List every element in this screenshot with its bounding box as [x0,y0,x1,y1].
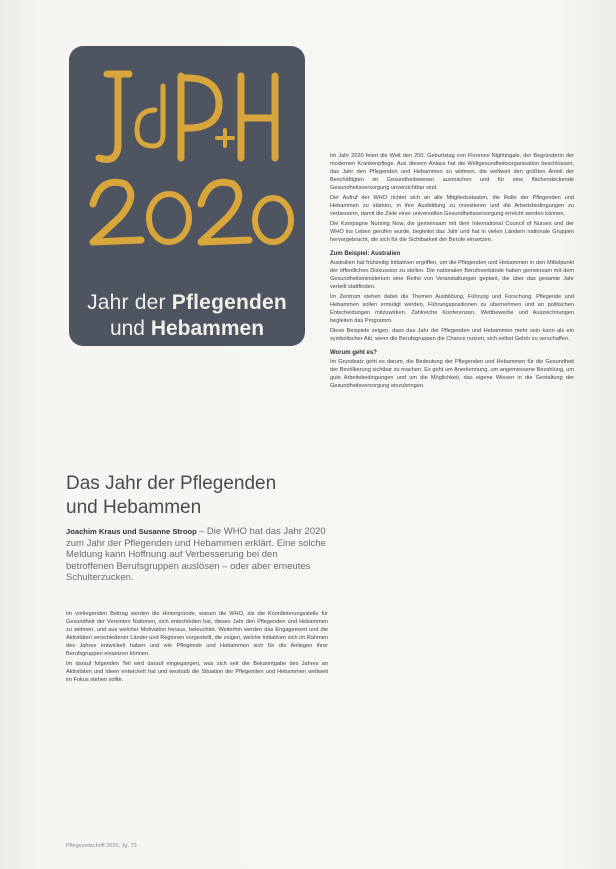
logo-der: der [128,291,172,314]
monogram-graphic [69,46,305,296]
left-paragraph: Im vorliegenden Beitrag werden die Hintergründe, warum die WHO, als die Koordinierungsstelle für Gesundheit der Vereinten Nationen, sich entschieden hat, dieses Jahr den Pflegenden und Hebammen zu widmen, und aus welcher Motivation heraus, beleuchtet. Weiterhin werden das Engagement und die Aktivitäten verschiedener Länder und Regionen vorgestellt, die zeigen, welche Initiativen sich im Rahmen des Jahres entwickelt haben und wie Pflegende und Hebammen sich für die Anliegen ihrer Berufsgruppen einsetzen können. [66,611,328,657]
logo-jahr: Jahr [87,291,129,314]
article-lead: Joachim Kraus und Susanne Stroop – Die WHO hat das Jahr 2020 zum Jahr der Pflegenden und Hebammen erklärt. Eine solche Meldung kann Hoffnung auf Verbesserung bei den betroffenen Berufsgruppen auslösen – oder aber erneutes Schulterzucken. [66,526,326,584]
logo-pflegenden: Pflegenden [171,291,287,314]
logo-tagline-line2 [69,316,305,342]
logo-tagline-line1 [69,290,305,316]
article-lead-text: Die WHO hat das Jahr 2020 zum Jahr der Pflegenden und Hebammen erklärt. Eine solche Meldung kann Hoffnung auf Verbesserung bei den betroffenen Berufsgruppen auslösen – oder aber erneutes Schulterzucken. [66,526,326,584]
logo-und: und [109,317,151,340]
logo-hebammen: Hebammen [150,317,265,340]
section-heading: Zum Beispiel: Australien [330,251,401,257]
article-title-line1: Das Jahr der Pflegenden [66,473,277,494]
article-title-line2: und Hebammen [66,497,202,518]
page-footer: Pflegezeitschrift 2020, Jg. 73 [66,843,137,849]
section-paragraph: Im Grundsatz geht es darum, die Bedeutung der Pflegenden und Hebammen für die Gesundheit der Bevölkerung sichtbar zu machen. Es geht um Anerkennung, um angemessene Bezahlung, um gute Arbeitsbedingungen und um die Möglichkeit, das eigene Wissen in die Gestaltung der Gesundheitsversorgung einzubringen. [330,359,574,389]
left-column [66,610,328,686]
right-column [330,152,574,392]
right-paragraph: Im Jahr 2020 feiert die Welt den 200. Geburtstag von Florence Nightingale, der Begründerin der modernen Krankenpflege. Aus diesem Anlass hat die Weltgesundheitsorganisation beschlossen, das Jahr den Pflegenden und Hebammen zu widmen, die weltweit den größten Anteil der Beschäftigten im Gesundheitswesen ausmachen und für eine flächendeckende Gesundheitsversorgung unverzichtbar sind. [330,153,574,191]
section-paragraph: Australien hat frühzeitig Initiativen ergriffen, um die Pflegenden und Hebammen in den Mittelpunkt der öffentlichen Diskussion zu stellen. Die nationalen Berufsverbände haben gemeinsam mit dem Gesundheitsministerium eine Reihe von Veranstaltungen geplant, die über das gesamte Jahr verteilt stattfinden. [330,260,574,290]
year-of-nurse-logo [69,46,305,346]
section-paragraph: Diese Beispiele zeigen, dass das Jahr der Pflegenden und Hebammen mehr sein kann als ein symbolischer Akt, wenn die Berufsgruppen die Chance nutzen, sich selbst Gehör zu verschaffen. [330,328,574,342]
right-paragraph: Die Kampagne Nursing Now, die gemeinsam mit dem International Council of Nurses und der WHO ins Leben gerufen wurde, begleitet das Jahr und hat in vielen Ländern nationale Gruppen hervorgebracht, die sich für die Sichtbarkeit der Berufe einsetzen. [330,221,574,243]
left-paragraph: Im darauf folgenden Teil wird darauf eingegangen, was sich seit der Bekanntgabe des Jahres an Aktivitäten und Ideen entwickelt hat und weshalb die Situation der Pflegenden und Hebammen weltweit im Fokus stehen sollte. [66,661,328,683]
section-heading: Worum geht es? [330,350,377,356]
right-paragraph: Der Aufruf der WHO richtet sich an alle Mitgliedsstaaten, die Rolle der Pflegenden und Hebammen zu stärken, in ihre Ausbildung zu investieren und die Arbeitsbedingungen zu verbessern, damit die Ziele einer universellen Gesundheitsversorgung erreicht werden können. [330,195,574,217]
article-authors: Joachim Kraus und Susanne Stroop [66,527,197,536]
section-paragraph: Im Zentrum stehen dabei die Themen Ausbildung, Führung und Forschung. Pflegende und Hebammen sollen ermutigt werden, Führungspositionen zu übernehmen und an politischen Entscheidungen mitzuwirken. Zahlreiche Konferenzen, Wettbewerbe und Auszeichnungen begleiten das Programm. [330,294,574,324]
article-title [66,472,326,520]
